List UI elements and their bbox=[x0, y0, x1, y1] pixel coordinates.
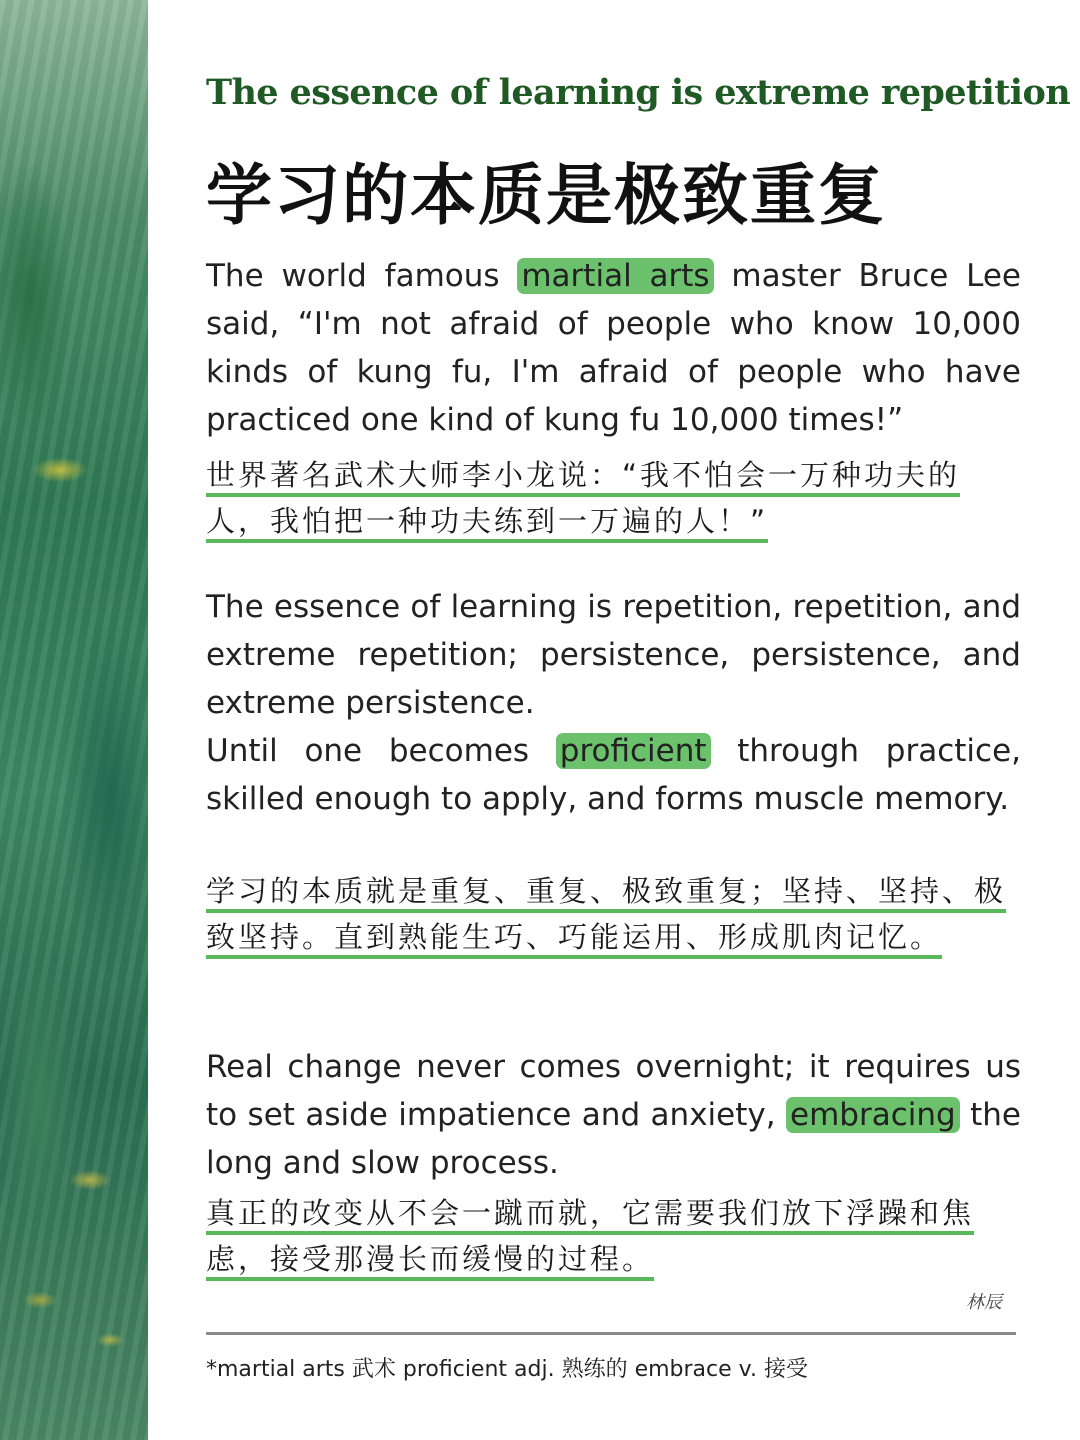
side-painting bbox=[0, 0, 148, 1440]
author-signature: 林辰 bbox=[966, 1292, 1002, 1313]
underlined-text: 学习的本质就是重复、重复、极致重复；坚持、坚持、极致坚持。直到熟能生巧、巧能运用、形成肌肉记忆。 bbox=[206, 874, 1006, 959]
paragraph-text: the long and slow process. bbox=[206, 1097, 1021, 1181]
paragraph-text: Until one becomes bbox=[206, 733, 556, 769]
paragraph-text: through practice, skilled enough to apply, and forms muscle memory. bbox=[206, 733, 1021, 817]
paragraph-text: Real change never comes overnight; it requires us to set aside impatience and anxiety, bbox=[206, 1049, 1021, 1133]
title-chinese: 学习的本质是极致重复 bbox=[206, 157, 886, 234]
paragraph-text: The world famous bbox=[206, 258, 518, 294]
highlight-embracing: embracing bbox=[786, 1097, 960, 1133]
chinese-translation-3 bbox=[206, 1190, 1021, 1282]
vocabulary-footnote: *martial arts 武术 proficient adj. 熟练的 embrace v. 接受 bbox=[206, 1357, 808, 1382]
paragraph-text: master Bruce Lee said, “I'm not afraid of people who know 10,000 kinds of kung fu, I'm afraid of people who have practiced one kind of kung fu 10,000 times!” bbox=[206, 258, 1022, 438]
title-english: The essence of learning is extreme repetition bbox=[206, 72, 1071, 113]
paragraph-essence: The essence of learning is repetition, repetition, and extreme repetition; persistence, persistence, and extreme persistence. bbox=[206, 589, 1021, 721]
highlight-martial-arts: martial arts bbox=[517, 258, 713, 294]
paragraph-bruce-lee bbox=[206, 252, 1021, 444]
chinese-translation-1 bbox=[206, 452, 1021, 544]
paragraph-real-change bbox=[206, 1043, 1021, 1187]
underlined-text: 世界著名武术大师李小龙说：“我不怕会一万种功夫的人，我怕把一种功夫练到一万遍的人！” bbox=[206, 458, 960, 543]
underlined-text: 真正的改变从不会一蹴而就，它需要我们放下浮躁和焦虑，接受那漫长而缓慢的过程。 bbox=[206, 1196, 974, 1281]
chinese-translation-2 bbox=[206, 868, 1021, 960]
paragraph-proficient bbox=[206, 727, 1021, 823]
divider bbox=[206, 1332, 1016, 1335]
highlight-proficient: proficient bbox=[556, 733, 711, 769]
